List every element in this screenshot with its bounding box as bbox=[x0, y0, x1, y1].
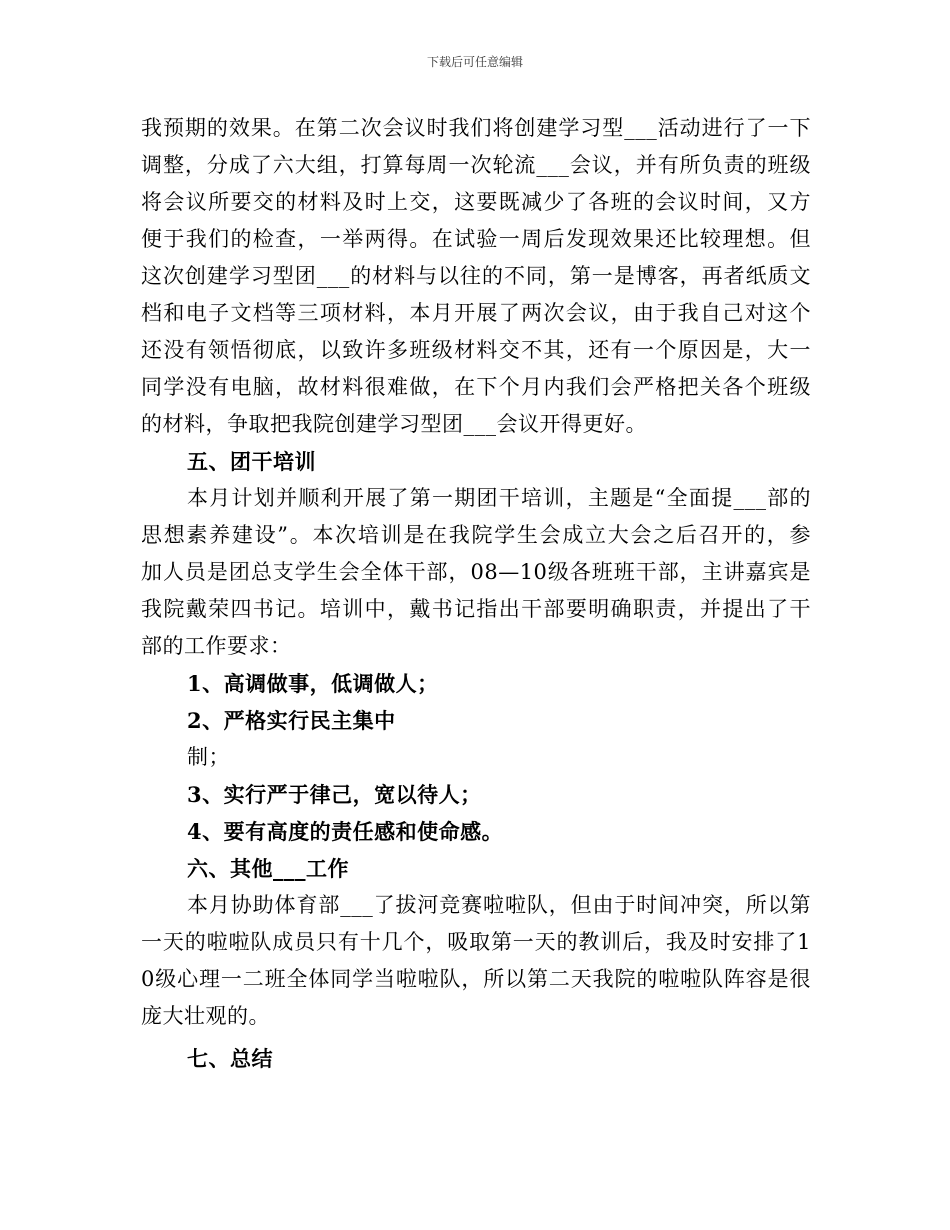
text-line: 庞大壮观的。 bbox=[141, 1004, 270, 1028]
text-line: 将会议所要交的材料及时上交，这要既减少了各班的会议时间，又方 bbox=[141, 190, 811, 214]
text-line: 的材料，争取把我院创建学习型团___会议开得更好。 bbox=[141, 412, 647, 436]
text-line: 这次创建学习型团___的材料与以往的不同，第一是博客，再者纸质文 bbox=[141, 264, 811, 288]
text-line: 我院戴荣四书记。培训中，戴书记指出干部要明确职责，并提出了干 bbox=[141, 597, 811, 621]
text-line: 本月计划并顺利开展了第一期团干培训，主题是“全面提___部的 bbox=[187, 486, 811, 510]
text-line: 同学没有电脑，故材料很难做，在下个月内我们会严格把关各个班级 bbox=[141, 375, 811, 399]
text-line: 便于我们的检查，一举两得。在试验一周后发现效果还比较理想。但 bbox=[141, 227, 811, 251]
text-line: 我预期的效果。在第二次会议时我们将创建学习型___活动进行了一下 bbox=[141, 116, 811, 140]
list-item: 3、实行严于律己，宽以待人； bbox=[187, 782, 482, 807]
list-item: 1、高调做事，低调做人； bbox=[187, 671, 439, 696]
list-item: 制； bbox=[187, 745, 230, 769]
section-heading: 五、团干培训 bbox=[187, 449, 316, 474]
text-line: 档和电子文档等三项材料，本月开展了两次会议，由于我自己对这个 bbox=[141, 301, 811, 325]
list-item: 4、要有高度的责任感和使命感。 bbox=[187, 819, 504, 844]
section-heading: 七、总结 bbox=[187, 1046, 273, 1071]
text-line: 本月协助体育部___了拔河竞赛啦啦队，但由于时间冲突，所以第 bbox=[187, 893, 811, 917]
text-line: 还没有领悟彻底，以致许多班级材料交不其，还有一个原因是，大一 bbox=[141, 338, 811, 362]
text-line: 0级心理一二班全体同学当啦啦队，所以第二天我院的啦啦队阵容是很 bbox=[141, 967, 811, 991]
page-header: 下载后可任意编辑 bbox=[426, 55, 523, 69]
section-heading: 六、其他___工作 bbox=[187, 856, 349, 881]
text-line: 思想素养建设”。本次培训是在我院学生会成立大会之后召开的，参 bbox=[141, 523, 811, 547]
text-line: 调整，分成了六大组，打算每周一次轮流___会议，并有所负责的班级 bbox=[141, 153, 811, 177]
list-item: 2、严格实行民主集中 bbox=[187, 708, 396, 733]
text-line: 一天的啦啦队成员只有十几个，吸取第一天的教训后，我及时安排了1 bbox=[141, 930, 811, 954]
text-line: 部的工作要求： bbox=[141, 634, 292, 658]
text-line: 加人员是团总支学生会全体干部，08—10级各班班干部，主讲嘉宾是 bbox=[141, 560, 811, 584]
